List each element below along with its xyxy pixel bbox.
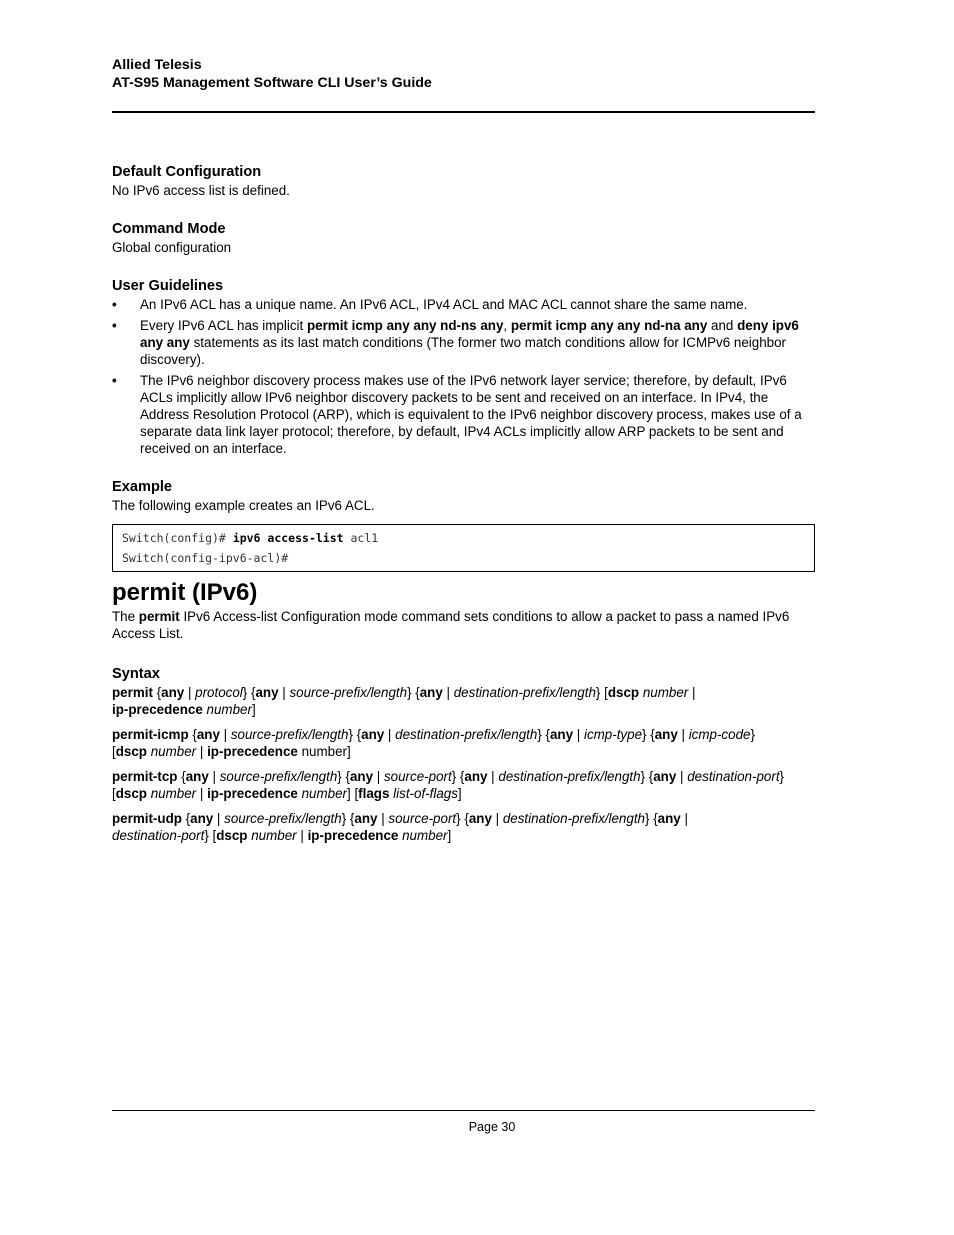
syntax-keyword: dscp: [115, 786, 147, 801]
syntax-punctuation: |: [487, 769, 499, 784]
command-keyword: permit icmp any any nd-na any: [510, 318, 708, 333]
syntax-keyword: any: [196, 727, 220, 742]
code-argument: acl1: [343, 531, 379, 545]
syntax-parameter: source-port: [388, 811, 457, 826]
user-guidelines-section: [112, 276, 815, 457]
code-block: [112, 524, 815, 572]
syntax-punctuation: {: [181, 811, 191, 826]
syntax-punctuation: ]: [457, 786, 462, 801]
syntax-punctuation: } {: [348, 727, 362, 742]
syntax-punctuation: |: [688, 685, 696, 700]
default-configuration-text: No IPv6 access list is defined.: [112, 183, 290, 198]
syntax-keyword: permit-icmp: [112, 727, 189, 742]
syntax-punctuation: ]: [447, 828, 452, 843]
syntax-keyword: any: [161, 685, 185, 700]
syntax-punctuation: |: [196, 744, 208, 759]
code-line: Switch(config-ipv6-acl)#: [122, 551, 289, 565]
command-intro: [112, 608, 815, 642]
syntax-punctuation: |: [208, 769, 220, 784]
running-header: [112, 56, 815, 92]
syntax-parameter: source-prefix/length: [219, 769, 338, 784]
syntax-keyword: any: [549, 727, 574, 742]
syntax-keyword: any: [349, 769, 374, 784]
syntax-punctuation: } {: [642, 727, 655, 742]
syntax-keyword: permit: [112, 685, 153, 700]
syntax-punctuation: } {: [537, 727, 550, 742]
syntax-parameter: number: [642, 685, 689, 700]
syntax-parameter: number: [206, 702, 252, 717]
syntax-punctuation: } [: [204, 828, 217, 843]
syntax-parameter: number: [251, 828, 297, 843]
bullet-icon: •: [112, 297, 117, 312]
default-configuration-section: [112, 162, 815, 199]
syntax-punctuation: [: [112, 744, 116, 759]
bullet-icon: •: [112, 318, 117, 333]
syntax-keyword: any: [464, 769, 488, 784]
command-mode-text: Global configuration: [112, 240, 232, 255]
example-section: [112, 477, 815, 572]
syntax-punctuation: |: [680, 811, 688, 826]
syntax-punctuation: } {: [645, 811, 658, 826]
syntax-keyword: dscp: [115, 744, 147, 759]
syntax-parameter: icmp-code: [688, 727, 751, 742]
syntax-keyword: ip-precedence: [207, 786, 298, 801]
syntax-keyword: any: [419, 685, 443, 700]
syntax-punctuation: |: [491, 811, 503, 826]
list-item-text: ,: [503, 318, 511, 333]
default-configuration-heading: Default Configuration: [112, 164, 262, 180]
syntax-keyword: any: [657, 811, 681, 826]
command-title: permit (IPv6): [112, 579, 258, 606]
syntax-parameter: number: [150, 744, 197, 759]
intro-text: IPv6 Access-list Configuration mode command sets conditions to allow a packet to pass a named IPv6 Access List.: [112, 609, 790, 641]
syntax-punctuation: |: [676, 769, 688, 784]
syntax-punctuation: ] [: [347, 786, 359, 801]
syntax-punctuation: } {: [456, 811, 469, 826]
syntax-keyword: ip-precedence: [207, 744, 298, 759]
example-text: The following example creates an IPv6 ACL.: [112, 498, 375, 513]
syntax-line-permit: [112, 684, 815, 718]
syntax-line-permit-tcp: [112, 768, 815, 802]
syntax-parameter: source-prefix/length: [230, 727, 349, 742]
syntax-punctuation: |: [442, 685, 454, 700]
syntax-punctuation: }: [779, 769, 785, 784]
company-name: Allied Telesis: [112, 57, 202, 73]
syntax-parameter: destination-prefix/length: [453, 685, 596, 700]
syntax-heading: Syntax: [112, 666, 160, 682]
list-item: [112, 296, 815, 313]
list-item: [112, 317, 815, 368]
syntax-line-permit-icmp: [112, 726, 815, 760]
syntax-punctuation: |: [296, 828, 308, 843]
list-item-text: The IPv6 neighbor discovery process makes use of the IPv6 network layer service; therefore, by default, IPv6 ACLs implicitly allow IPv6 neighbor discovery packets to be sent and received on an interface. In IPv4, the Address Resolution Protocol (ARP), which is equivalent to the IPv6 neighbor discovery process, makes use of a separate data link layer protocol; therefore, by default, IPv4 ACLs implicitly allow ARP packets to be sent and received on an interface.: [140, 373, 802, 456]
syntax-punctuation: number]: [297, 744, 351, 759]
syntax-punctuation: } {: [407, 685, 420, 700]
syntax-keyword: permit-udp: [112, 811, 182, 826]
syntax-punctuation: |: [677, 727, 689, 742]
syntax-parameter: destination-prefix/length: [502, 811, 645, 826]
bullet-icon: •: [112, 373, 117, 388]
syntax-punctuation: |: [278, 685, 290, 700]
syntax-punctuation: |: [213, 811, 225, 826]
syntax-keyword: flags: [358, 786, 390, 801]
syntax-keyword: ip-precedence: [112, 702, 203, 717]
syntax-punctuation: |: [196, 786, 208, 801]
syntax-punctuation: }: [750, 727, 755, 742]
syntax-parameter: source-prefix/length: [289, 685, 408, 700]
page-content: [112, 162, 815, 852]
syntax-parameter: icmp-type: [583, 727, 643, 742]
example-heading: Example: [112, 479, 173, 495]
header-rule: [112, 111, 815, 113]
syntax-parameter: source-port: [383, 769, 452, 784]
syntax-keyword: any: [190, 811, 214, 826]
command-mode-heading: Command Mode: [112, 221, 226, 237]
code-line: [122, 528, 805, 548]
list-item-text: statements as its last match conditions (The former two match conditions allow for ICMPv6 neighbor discovery).: [140, 335, 787, 367]
list-item: [112, 372, 815, 457]
syntax-keyword: dscp: [607, 685, 640, 700]
syntax-punctuation: } [: [595, 685, 608, 700]
syntax-keyword: any: [653, 769, 677, 784]
syntax-punctuation: } {: [337, 769, 350, 784]
syntax-punctuation: |: [573, 727, 584, 742]
intro-text: The: [112, 609, 139, 624]
command-keyword: permit: [138, 609, 180, 624]
syntax-section: [112, 664, 815, 844]
syntax-keyword: ip-precedence: [307, 828, 399, 843]
syntax-keyword: dscp: [216, 828, 248, 843]
syntax-punctuation: |: [219, 727, 231, 742]
command-keyword: deny ipv6 any any: [140, 318, 799, 350]
syntax-keyword: any: [255, 685, 279, 700]
syntax-parameter: destination-port: [112, 828, 205, 843]
syntax-parameter: destination-prefix/length: [498, 769, 641, 784]
guide-title: AT-S95 Management Software CLI User’s Guide: [112, 75, 432, 91]
code-prompt: Switch(config)#: [122, 531, 233, 545]
syntax-parameter: list-of-flags: [393, 786, 458, 801]
code-command: ipv6 access-list: [232, 531, 344, 545]
syntax-punctuation: ]: [251, 702, 256, 717]
syntax-keyword: any: [354, 811, 378, 826]
syntax-keyword: any: [361, 727, 385, 742]
list-item-text: and: [707, 318, 738, 333]
command-keyword: permit icmp any any nd-ns any: [306, 318, 504, 333]
syntax-punctuation: {: [152, 685, 162, 700]
syntax-keyword: any: [185, 769, 209, 784]
syntax-keyword: permit-tcp: [112, 769, 178, 784]
syntax-punctuation: [: [112, 786, 116, 801]
syntax-keyword: any: [654, 727, 678, 742]
list-item-text: Every IPv6 ACL has implicit: [140, 318, 307, 333]
syntax-parameter: protocol: [195, 685, 243, 700]
syntax-punctuation: } {: [242, 685, 256, 700]
syntax-punctuation: |: [373, 769, 384, 784]
syntax-parameter: number: [150, 786, 197, 801]
syntax-line-permit-udp: [112, 810, 815, 844]
syntax-punctuation: |: [377, 811, 389, 826]
user-guidelines-heading: User Guidelines: [112, 278, 224, 294]
syntax-punctuation: {: [177, 769, 186, 784]
syntax-punctuation: |: [184, 685, 196, 700]
syntax-parameter: number: [402, 828, 448, 843]
syntax-keyword: any: [468, 811, 492, 826]
footer-rule: [112, 1110, 815, 1111]
syntax-punctuation: } {: [341, 811, 355, 826]
syntax-punctuation: |: [384, 727, 396, 742]
syntax-punctuation: } {: [640, 769, 654, 784]
syntax-parameter: number: [301, 786, 347, 801]
page-number: Page 30: [468, 1120, 516, 1134]
syntax-parameter: destination-prefix/length: [395, 727, 538, 742]
syntax-punctuation: } {: [451, 769, 465, 784]
syntax-parameter: destination-port: [687, 769, 780, 784]
syntax-parameter: source-prefix/length: [224, 811, 342, 826]
command-mode-section: [112, 219, 815, 256]
syntax-punctuation: {: [188, 727, 197, 742]
user-guidelines-list: [112, 296, 815, 457]
list-item-text: An IPv6 ACL has a unique name. An IPv6 ACL, IPv4 ACL and MAC ACL cannot share the same name.: [140, 297, 748, 312]
